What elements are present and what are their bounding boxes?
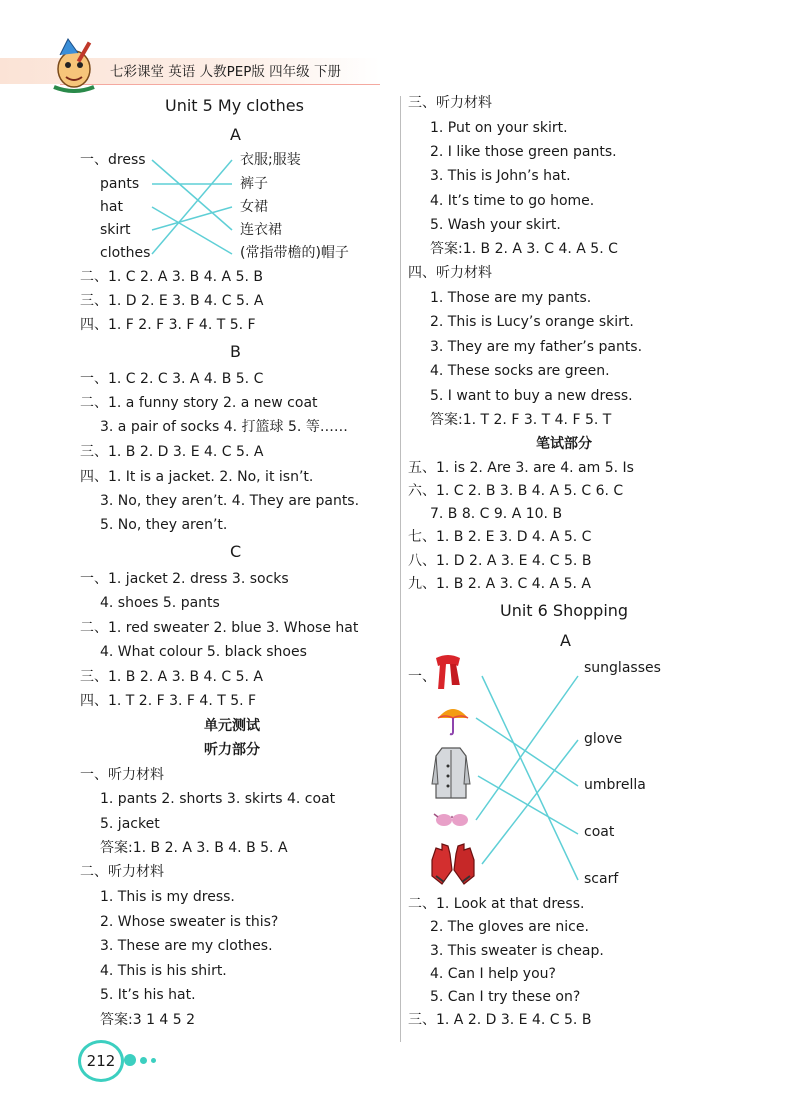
answer-key: 答案:1. B 2. A 3. C 4. A 5. C	[430, 241, 618, 257]
match-line	[482, 676, 578, 880]
decorative-dot	[124, 1054, 136, 1066]
unit5-section-b-heading: B	[230, 342, 241, 361]
answer-line: 二、1. C 2. A 3. B 4. A 5. B	[80, 269, 263, 285]
answer-line: 1. This is my dress.	[100, 889, 235, 905]
matching-meaning: 衣服;服装	[240, 152, 301, 168]
listening-label: 一、听力材料	[80, 767, 164, 783]
answer-key: 答案:1. T 2. F 3. T 4. F 5. T	[430, 412, 612, 428]
answer-line: 三、1. D 2. E 3. B 4. C 5. A	[80, 293, 264, 309]
header-title: 七彩课堂 英语 人教PEP版 四年级 下册	[110, 64, 341, 80]
answer-line: 3. a pair of socks 4. 打篮球 5. 等……	[100, 419, 348, 435]
match-line	[476, 718, 578, 786]
matching-word: glove	[584, 731, 623, 747]
listening-label: 四、听力材料	[408, 265, 492, 281]
answer-line: 四、1. It is a jacket. 2. No, it isn’t.	[80, 469, 314, 485]
answer-line: 5. Can I try these on?	[430, 989, 581, 1005]
answer-key: 答案:1. B 2. A 3. B 4. B 5. A	[100, 840, 288, 856]
unit5-section-a-heading: A	[230, 125, 241, 144]
matching-word: skirt	[100, 222, 131, 238]
answer-line: 六、1. C 2. B 3. B 4. A 5. C 6. C	[408, 483, 624, 499]
answer-line: 7. B 8. C 9. A 10. B	[430, 506, 563, 522]
matching-meaning: 女裙	[240, 199, 268, 215]
matching-meaning: (常指带檐的)帽子	[240, 245, 349, 261]
answer-line: 三、1. B 2. D 3. E 4. C 5. A	[80, 444, 264, 460]
answer-line: 3. No, they aren’t. 4. They are pants.	[100, 493, 360, 509]
matching-word: sunglasses	[584, 660, 661, 676]
unit6-section-a-heading: A	[560, 631, 571, 650]
answer-key: 答案:3 1 4 5 2	[100, 1012, 196, 1028]
answer-line: 一、1. C 2. C 3. A 4. B 5. C	[80, 371, 264, 387]
answer-line: 5. Wash your skirt.	[430, 217, 561, 233]
answer-line: 5. jacket	[100, 816, 160, 832]
answer-line: 四、1. T 2. F 3. F 4. T 5. F	[80, 693, 257, 709]
answer-line: 五、1. is 2. Are 3. are 4. am 5. Is	[408, 460, 634, 476]
answer-line: 3. These are my clothes.	[100, 938, 273, 954]
answer-line: 四、1. F 2. F 3. F 4. T 5. F	[80, 317, 256, 333]
answer-line: 七、1. B 2. E 3. D 4. A 5. C	[408, 529, 592, 545]
answer-line: 1. Those are my pants.	[430, 290, 592, 306]
answer-line: 5. No, they aren’t.	[100, 517, 228, 533]
answer-line: 5. It’s his hat.	[100, 987, 196, 1003]
answer-line: 2. The gloves are nice.	[430, 919, 589, 935]
match-line	[476, 676, 578, 820]
answer-line: 2. This is Lucy’s orange skirt.	[430, 314, 634, 330]
answer-line: 3. This is John’s hat.	[430, 168, 571, 184]
unit6-title: Unit 6 Shopping	[500, 601, 629, 620]
written-heading: 笔试部分	[536, 436, 592, 452]
answer-line: 一、1. jacket 2. dress 3. socks	[80, 571, 289, 587]
answer-line: 三、1. A 2. D 3. E 4. C 5. B	[408, 1012, 592, 1028]
answer-line: 八、1. D 2. A 3. E 4. C 5. B	[408, 553, 592, 569]
decorative-dot	[151, 1058, 156, 1063]
answer-line: 4. What colour 5. black shoes	[100, 644, 307, 660]
unit5-title: Unit 5 My clothes	[165, 96, 304, 115]
answer-line: 5. I want to buy a new dress.	[430, 388, 633, 404]
answer-line: 4. Can I help you?	[430, 966, 556, 982]
unit-test-title: 单元测试	[204, 718, 260, 734]
matching-word: scarf	[584, 871, 619, 887]
unit5-section-c-heading: C	[230, 542, 242, 561]
match-line	[482, 740, 578, 864]
answer-line: 2. I like those green pants.	[430, 144, 617, 160]
matching-label: 一、	[408, 669, 436, 685]
answer-line: 4. shoes 5. pants	[100, 595, 220, 611]
matching-item-dress: 一、dress	[80, 152, 146, 168]
matching-meaning: 裤子	[240, 176, 268, 192]
decorative-dot	[140, 1057, 147, 1064]
answer-line: 1. pants 2. shorts 3. skirts 4. coat	[100, 791, 336, 807]
page-number: 212	[78, 1040, 124, 1082]
listening-label: 二、听力材料	[80, 864, 164, 880]
matching-word: clothes	[100, 245, 151, 261]
matching-word: hat	[100, 199, 123, 215]
answer-line: 3. This sweater is cheap.	[430, 943, 604, 959]
answer-line: 1. Put on your skirt.	[430, 120, 568, 136]
answer-line: 二、1. Look at that dress.	[408, 896, 585, 912]
answer-line: 4. It’s time to go home.	[430, 193, 595, 209]
listening-heading: 听力部分	[204, 742, 260, 758]
answer-line: 4. This is his shirt.	[100, 963, 227, 979]
matching-word: umbrella	[584, 777, 646, 793]
answer-line: 4. These socks are green.	[430, 363, 610, 379]
answer-line: 2. Whose sweater is this?	[100, 914, 279, 930]
matching-meaning: 连衣裙	[240, 222, 282, 238]
answer-line: 3. They are my father’s pants.	[430, 339, 643, 355]
answer-line: 二、1. red sweater 2. blue 3. Whose hat	[80, 620, 359, 636]
listening-label: 三、听力材料	[408, 95, 492, 111]
matching-word: coat	[584, 824, 615, 840]
answer-line: 九、1. B 2. A 3. C 4. A 5. A	[408, 576, 591, 592]
answer-line: 二、1. a funny story 2. a new coat	[80, 395, 318, 411]
answer-line: 三、1. B 2. A 3. B 4. C 5. A	[80, 669, 263, 685]
matching-word: pants	[100, 176, 140, 192]
